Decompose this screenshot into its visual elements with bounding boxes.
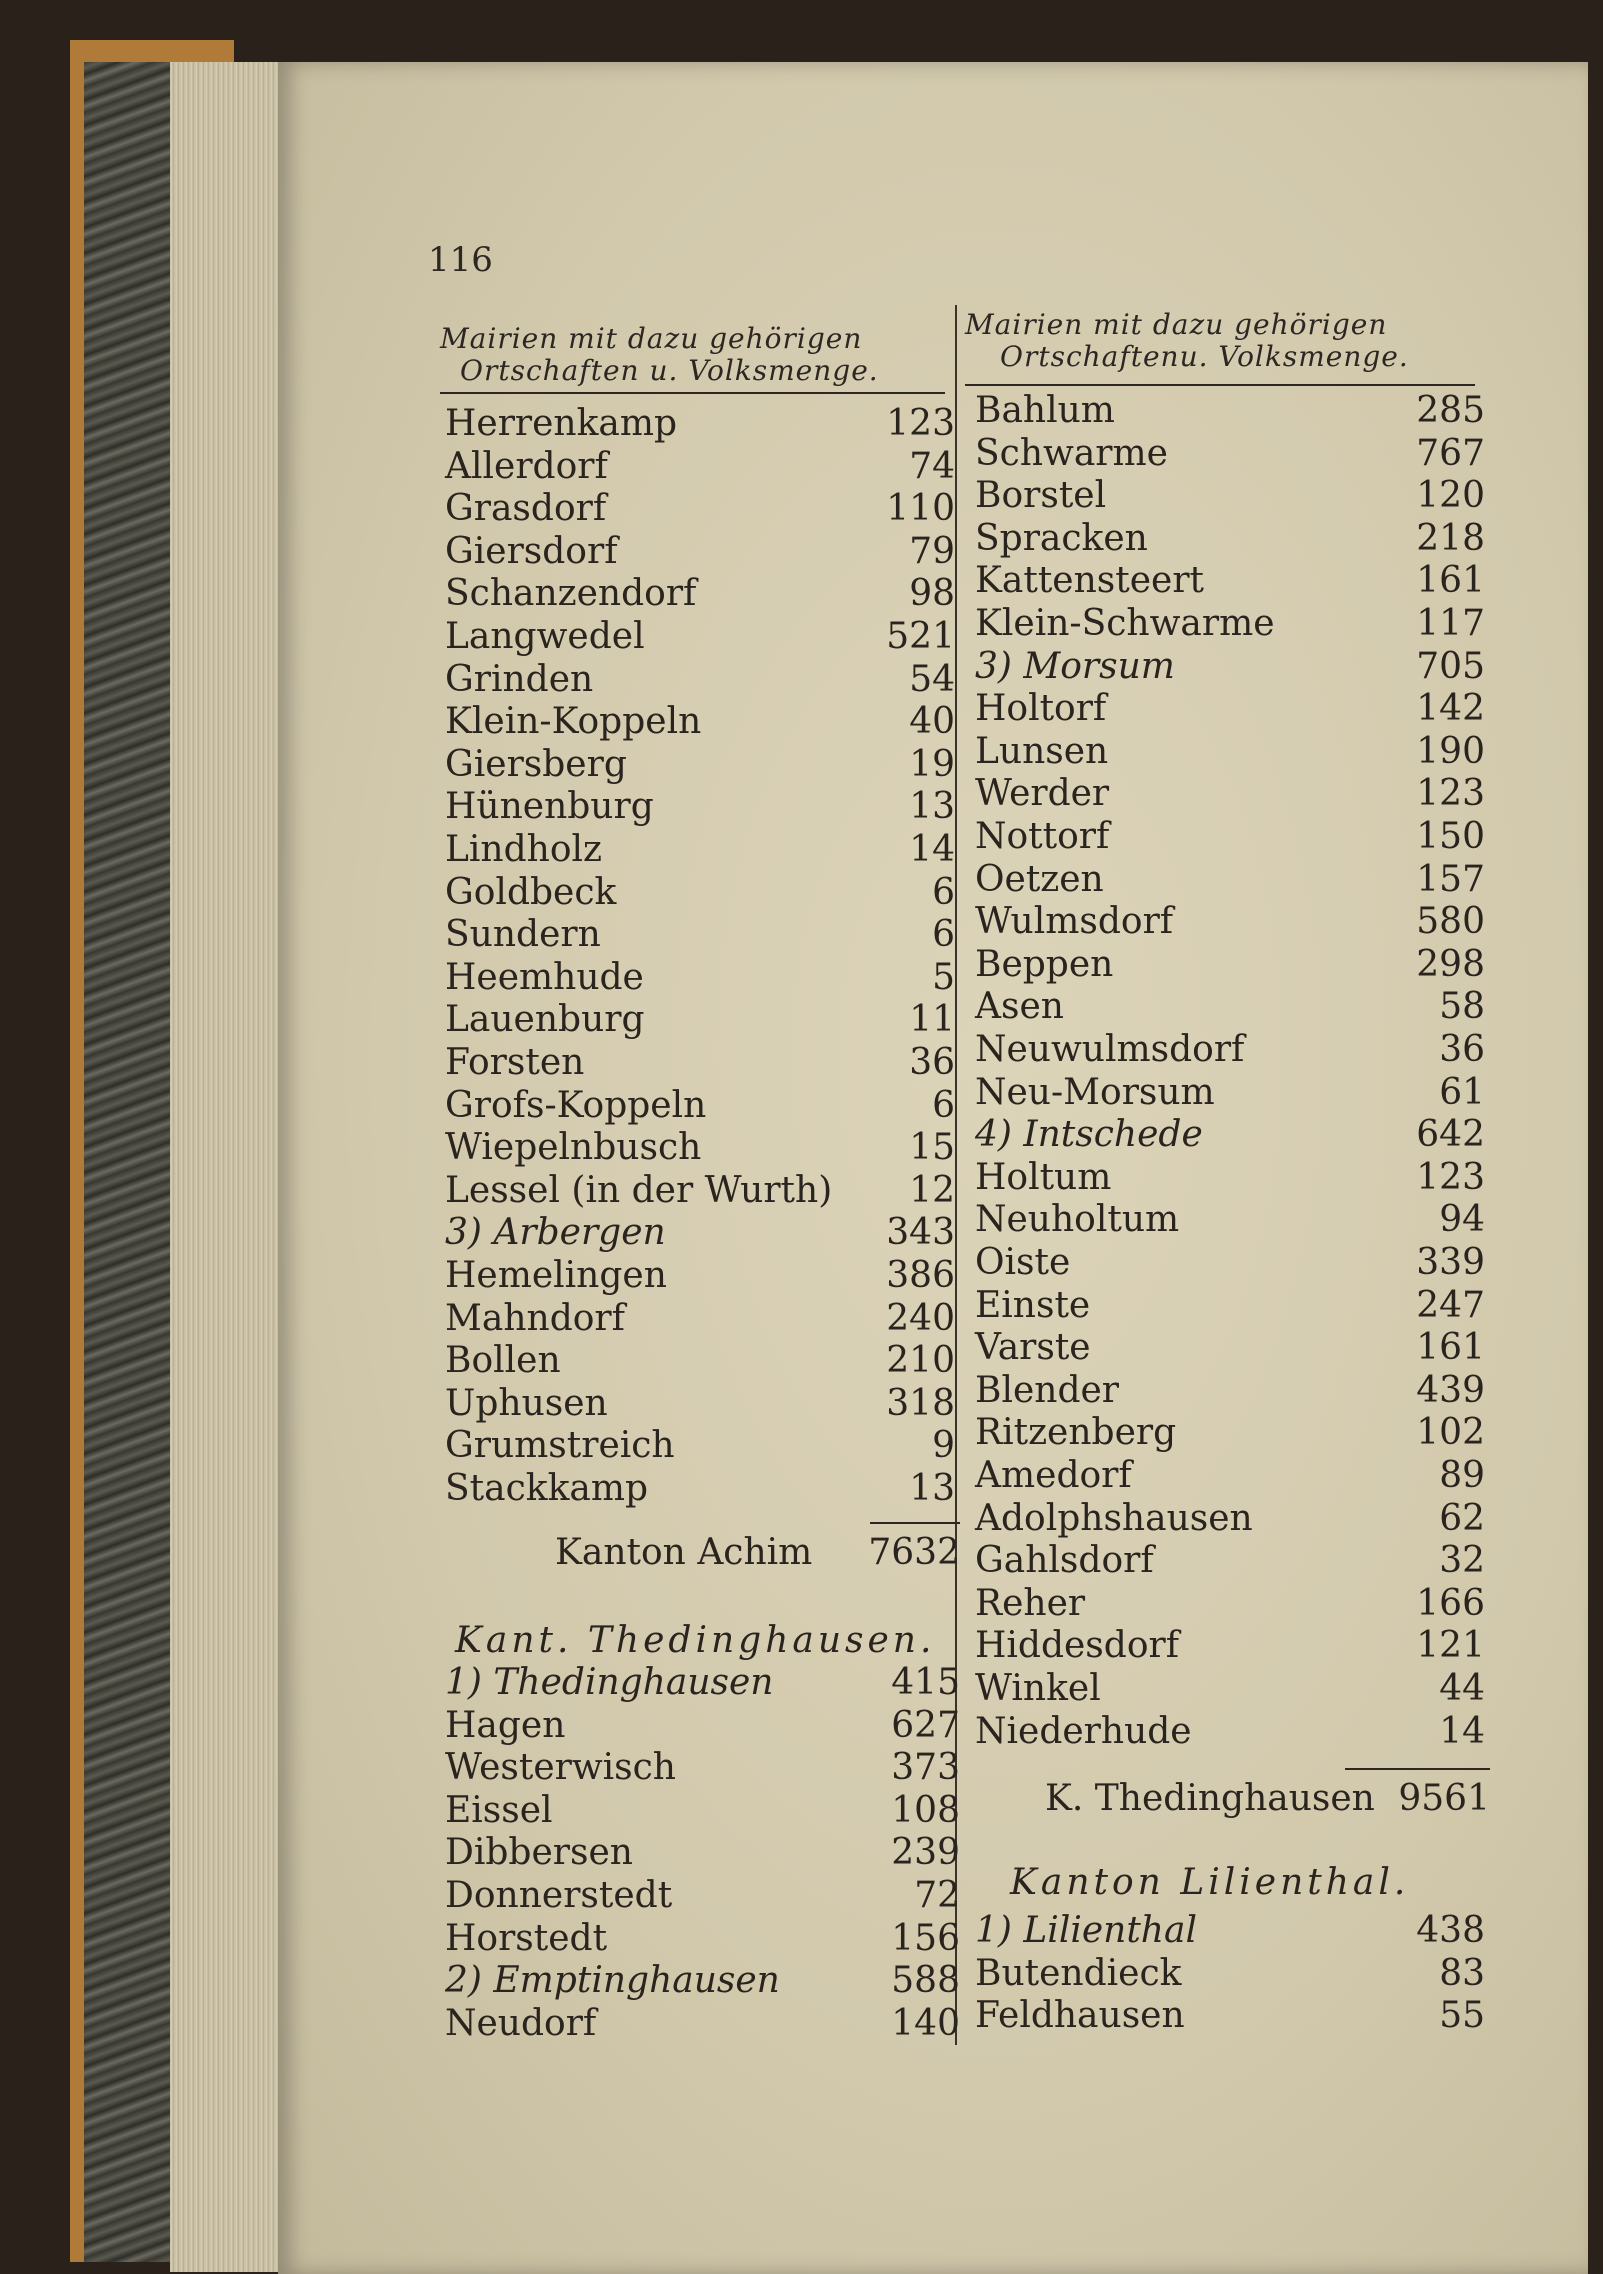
population-value: 157 [1416,858,1485,900]
table-row [445,829,955,871]
left-header-line1: Mairien mit dazu gehörigen [440,322,863,355]
right-total [1045,1778,1490,1819]
place-name: Beppen [975,943,1114,985]
place-name: Schanzendorf [445,573,697,615]
right-total-rule [1345,1768,1490,1770]
table-row [445,1042,955,1084]
table-row [975,1327,1485,1369]
population-value: 19 [909,743,955,785]
place-name: Wulmsdorf [975,901,1174,943]
place-name: Holtorf [975,688,1107,730]
right-section-title: Kanton Lilienthal. [1010,1862,1410,1903]
place-name: Klein-Schwarme [975,603,1275,644]
place-name: Langwedel [445,616,645,657]
population-value: 9 [932,1425,955,1467]
table-row [445,701,955,743]
place-name: Butendieck [975,1952,1182,1994]
table-row [975,1412,1485,1454]
table-row [975,1114,1485,1156]
table-row [445,1085,955,1127]
table-row [445,573,955,615]
place-name: Asen [975,986,1064,1028]
place-name: Werder [975,773,1110,815]
table-row [445,659,955,701]
table-row [975,1953,1485,1995]
table-row [445,1170,955,1212]
place-name: Niederhude [975,1710,1192,1752]
right-header-line2: Ortschaftenu. Volksmenge. [1000,340,1409,373]
population-value: 98 [909,573,955,615]
population-value: 74 [909,445,955,487]
population-value: 247 [1416,1284,1485,1326]
population-value: 190 [1416,730,1485,772]
left-total-rule [870,1522,960,1524]
population-value: 6 [932,1084,955,1126]
population-value: 102 [1416,1412,1485,1454]
table-row [975,1157,1485,1199]
table-row [975,859,1485,901]
population-value: 44 [1439,1668,1485,1709]
place-name: Lessel (in der Wurth) [445,1169,833,1211]
table-row [445,1960,960,2002]
place-name: Bollen [445,1340,561,1382]
table-row [975,1498,1485,1540]
place-name: Giersdorf [445,530,618,572]
table-row [975,1995,1485,2037]
place-name: Einste [975,1284,1091,1326]
place-name: Neuwulmsdorf [975,1029,1245,1070]
population-value: 285 [1416,390,1485,431]
population-value: 210 [886,1340,955,1382]
place-name: Stackkamp [445,1468,649,1509]
population-value: 120 [1416,475,1485,517]
population-value: 62 [1439,1497,1485,1539]
place-name: Giersberg [445,743,627,785]
table-row [975,1711,1485,1753]
population-value: 298 [1416,943,1485,985]
right-total-value: 9561 [1398,1778,1490,1819]
population-value: 54 [909,658,955,700]
population-value: 156 [891,1917,960,1959]
place-name: Schwarme [975,432,1168,474]
place-name: Hünenburg [445,786,654,828]
population-value: 13 [909,1468,955,1509]
population-value: 83 [1439,1952,1485,1994]
table-row [445,1298,955,1340]
population-value: 12 [909,1169,955,1211]
table-row [445,999,955,1041]
place-name: Winkel [975,1668,1101,1709]
population-value: 318 [886,1382,955,1424]
table-row [975,1370,1485,1412]
population-value: 36 [909,1042,955,1083]
table-row [975,475,1485,517]
place-name: Sundern [445,914,601,956]
place-name: Heemhude [445,956,644,998]
table-row [445,872,955,914]
page-number: 116 [428,240,493,280]
table-row [975,1029,1485,1071]
population-value: 767 [1416,432,1485,474]
place-name: Blender [975,1369,1120,1411]
right-header-rule [965,384,1475,386]
population-value: 123 [1416,773,1485,815]
population-value: 438 [1416,1910,1485,1951]
place-name: Dibbersen [445,1832,633,1874]
table-row [975,560,1485,602]
table-row [445,1747,960,1789]
table-row [975,731,1485,773]
population-value: 339 [1416,1242,1485,1283]
population-value: 11 [909,999,955,1041]
population-value: 89 [1439,1455,1485,1496]
table-row [445,1662,960,1704]
population-value: 58 [1439,986,1485,1028]
place-name: Adolphshausen [975,1497,1253,1539]
place-name: 3) Arbergen [445,1212,666,1254]
place-name: Kattensteert [975,560,1205,602]
table-row [445,957,955,999]
table-row [975,986,1485,1028]
table-row [445,488,955,530]
table-row [975,1285,1485,1327]
population-value: 6 [932,871,955,913]
place-name: Neu-Morsum [975,1071,1215,1113]
place-name: 1) Thedinghausen [445,1662,774,1703]
place-name: Spracken [975,517,1148,559]
population-value: 343 [886,1212,955,1254]
table-row [445,1383,955,1425]
place-name: 4) Intschede [975,1114,1203,1156]
place-name: Neudorf [445,2002,597,2044]
population-value: 61 [1439,1071,1485,1113]
table-row [975,1540,1485,1582]
place-name: Forsten [445,1042,585,1083]
table-row [975,1668,1485,1710]
table-row [445,531,955,573]
table-row [445,1832,960,1874]
table-row [445,403,955,445]
table-row [445,1918,960,1960]
right-header-line1: Mairien mit dazu gehörigen [965,308,1388,341]
table-row [445,1425,955,1467]
place-name: Mahndorf [445,1297,625,1339]
population-value: 373 [891,1747,960,1789]
population-value: 123 [1416,1156,1485,1198]
place-name: 2) Emptinghausen [445,1960,780,2002]
left-header-rule [440,392,945,394]
place-name: Grumstreich [445,1425,675,1467]
place-name: Hiddesdorf [975,1625,1180,1667]
population-value: 117 [1416,603,1485,644]
population-value: 166 [1416,1582,1485,1624]
place-name: Westerwisch [445,1747,676,1789]
population-value: 15 [909,1127,955,1169]
population-value: 161 [1416,1327,1485,1369]
table-row [975,1242,1485,1284]
left-total [555,1532,960,1573]
table-row [445,1790,960,1832]
table-row [975,390,1485,432]
place-name: Holtum [975,1156,1112,1198]
place-name: 1) Lilienthal [975,1910,1197,1951]
place-name: Bahlum [975,390,1115,431]
place-name: Gahlsdorf [975,1540,1154,1582]
place-name: Eissel [445,1789,553,1831]
table-row [975,816,1485,858]
place-name: Grasdorf [445,488,607,530]
population-value: 36 [1439,1029,1485,1070]
table-row [975,1625,1485,1667]
left-header-line2: Ortschaften u. Volksmenge. [460,354,879,387]
table-row [445,1127,955,1169]
table-row [975,688,1485,730]
table-row [975,901,1485,943]
place-name: Neuholtum [975,1199,1180,1241]
population-value: 55 [1439,1995,1485,2037]
left-section-title: Kant. Thedinghausen. [455,1620,936,1661]
population-value: 123 [886,403,955,444]
table-row [975,1455,1485,1497]
table-row [975,518,1485,560]
place-name: Uphusen [445,1382,608,1424]
place-name: Lunsen [975,730,1109,772]
table-row [445,1255,955,1297]
population-value: 40 [909,701,955,743]
table-row [975,1199,1485,1241]
table-row [975,1910,1485,1952]
table-row [445,446,955,488]
population-value: 705 [1416,645,1485,687]
table-row [445,744,955,786]
place-name: Horstedt [445,1917,608,1959]
table-row [445,616,955,658]
table-row [445,1875,960,1917]
table-row [975,603,1485,645]
place-name: Wiepelnbusch [445,1127,702,1169]
population-value: 142 [1416,688,1485,730]
table-row [445,2003,960,2045]
place-name: Reher [975,1582,1086,1624]
place-name: Varste [975,1327,1091,1369]
table-row [445,786,955,828]
place-name: 3) Morsum [975,645,1175,687]
place-name: Feldhausen [975,1995,1185,2037]
population-value: 627 [891,1704,960,1746]
left-total-label: Kanton Achim [555,1532,813,1573]
table-row [445,1212,955,1254]
place-name: Oetzen [975,858,1104,900]
population-value: 150 [1416,816,1485,857]
page-edges [170,62,285,2272]
place-name: Herrenkamp [445,403,678,444]
place-name: Goldbeck [445,871,617,913]
table-row [975,646,1485,688]
place-name: Borstel [975,475,1107,517]
place-name: Oiste [975,1242,1071,1283]
population-value: 14 [909,829,955,870]
place-name: Lauenburg [445,999,645,1041]
place-name: Donnerstedt [445,1875,673,1916]
table-row [975,1583,1485,1625]
population-value: 110 [886,488,955,530]
left-total-value: 7632 [868,1532,960,1573]
population-value: 218 [1416,517,1485,559]
table-row [975,1072,1485,1114]
population-value: 94 [1439,1199,1485,1241]
population-value: 32 [1439,1540,1485,1582]
population-value: 239 [891,1832,960,1874]
place-name: Lindholz [445,829,602,870]
population-value: 521 [886,616,955,657]
place-name: Grinden [445,658,594,700]
place-name: Hemelingen [445,1255,667,1296]
place-name: Amedorf [975,1455,1132,1496]
population-value: 72 [914,1875,960,1916]
table-row [445,914,955,956]
table-row [975,773,1485,815]
population-value: 79 [909,530,955,572]
population-value: 439 [1416,1369,1485,1411]
population-value: 588 [891,1960,960,2002]
population-value: 642 [1416,1114,1485,1156]
population-value: 580 [1416,901,1485,943]
right-total-label: K. Thedinghausen [1045,1778,1375,1819]
population-value: 415 [891,1662,960,1703]
place-name: Hagen [445,1704,566,1746]
population-value: 140 [891,2002,960,2044]
population-value: 13 [909,786,955,828]
population-value: 240 [886,1297,955,1339]
population-value: 14 [1439,1710,1485,1752]
place-name: Nottorf [975,816,1110,857]
population-value: 386 [886,1255,955,1296]
population-value: 5 [932,956,955,998]
table-row [975,944,1485,986]
place-name: Klein-Koppeln [445,701,702,743]
place-name: Grofs-Koppeln [445,1084,707,1126]
population-value: 108 [891,1789,960,1831]
table-row [975,433,1485,475]
population-value: 161 [1416,560,1485,602]
table-row [445,1705,960,1747]
population-value: 6 [932,914,955,956]
table-row [445,1468,955,1510]
place-name: Allerdorf [445,445,608,487]
population-value: 121 [1416,1625,1485,1667]
table-row [445,1340,955,1382]
place-name: Ritzenberg [975,1412,1177,1454]
